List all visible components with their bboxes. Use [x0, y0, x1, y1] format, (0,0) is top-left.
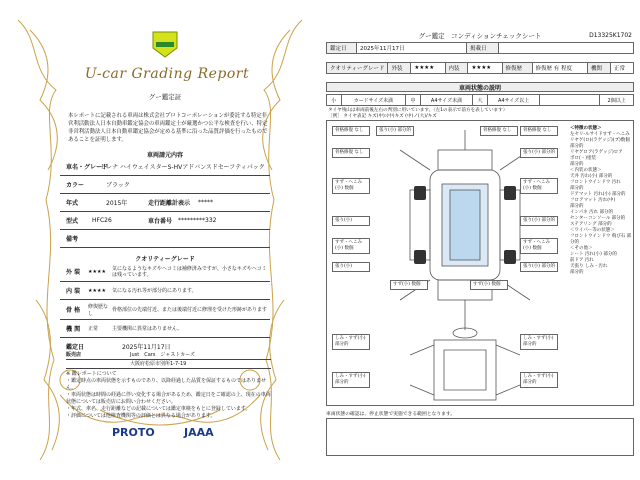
proto-logo: PROTO: [112, 426, 155, 439]
panel-note-box: 張り(小) 部分的: [520, 148, 558, 158]
row-value-2: *********332: [178, 217, 217, 224]
goo-kantei-logo: [150, 30, 180, 58]
panel-note-box: すず・へこみ(小) 数個: [332, 178, 370, 194]
dealer-row: [66, 352, 271, 360]
count-value: 2個以上: [600, 95, 634, 106]
rating-value: 正常: [88, 326, 99, 332]
rating-stars: ★★★★: [88, 268, 106, 275]
grade-table: [326, 62, 634, 74]
row-label: 年式: [66, 200, 79, 207]
footer-box: [326, 418, 634, 456]
legend-line: ［例］ タイヤ表記 キズ(中):(中)キズ (中)ノ(大)/キズ: [328, 114, 437, 119]
note-line: 部分的: [570, 162, 584, 167]
vehicle-row-year: [60, 194, 270, 212]
condition-check-sheet: [320, 0, 640, 480]
panel-note-box: すず・へこみ(小) 数個: [332, 238, 370, 254]
legend-line: タイヤ残山は車両前後左右の判別に用いています。（左1の表示で前方を表しています）: [328, 108, 508, 113]
panel-note-box: しみ・すず(小) 部分的: [520, 372, 558, 388]
row-label: カラー: [66, 182, 85, 189]
row-label: 型式: [66, 218, 79, 225]
notice-block: [66, 352, 271, 420]
grade-item-label: 外装: [388, 63, 411, 74]
row-note: 主要機関に異常はありません。: [112, 325, 183, 332]
panel-note-box: しみ・すず(小) 部分的: [332, 334, 370, 350]
note-line: フロントウインドウ 飛び石 部分的: [570, 234, 632, 245]
panel-note-box: すず・へこみ(小) 数個: [520, 238, 558, 254]
vehicle-row-remarks: [60, 230, 270, 248]
row-label-2: 走行距離計表示: [148, 200, 191, 207]
row-value: 2025年11月17日: [122, 343, 171, 351]
quality-section-heading: クオリティーグレード: [135, 256, 195, 263]
note-line: 前ドア 汚れ: [570, 258, 594, 263]
size-desc: A4サイズ未満: [420, 95, 473, 106]
note-line: ＜ワイパー等の状態＞: [570, 228, 615, 233]
panel-note-box: 張り(小) 部分的: [520, 216, 558, 226]
row-note: 気になる汚れ等が部分的にあります。: [112, 287, 197, 294]
grade-item-value: 修復歴 有 程度: [532, 63, 587, 74]
grade-item-label: 機関: [588, 63, 611, 74]
panel-note-box: しみ・すず(小) 部分的: [520, 334, 558, 350]
notice-title: ※ 鑑レポートについて: [66, 371, 117, 377]
row-note: 気になるようなキズやヘコミは補修済みですが、小さなキズやヘコミは残っています。: [112, 265, 267, 278]
vehicle-row-color: [60, 176, 270, 194]
panel-note-box: 張り(小) 部分的: [520, 262, 558, 272]
notice-item: ・年式、車名、走行距離などの記載については鑑定車検をもとに登録しています。: [66, 406, 251, 412]
row-label: 機 関: [66, 326, 81, 333]
address-row: 大阪府松原市別所1-7-19: [66, 361, 271, 369]
panel-note-box: すず(小) 数個: [470, 280, 508, 290]
intro-text: 本レポートに記載される車両は株式会社プロトコーポレーションが委託する特定非営利活動法人日本自動車鑑定協会の車両鑑定士が厳選かつ公平な検査を行い、特定非営利活動法人日本自動車鑑定協会が定める基準に沿った品質評価を行ったものであることを証明します。: [68, 113, 268, 143]
size-label: 大: [473, 95, 488, 106]
panel-note-box: すず(小) 数個: [390, 280, 428, 290]
note-line: ボロ(・)塗装: [570, 156, 597, 161]
panel-note-box: 骨格修復 なし: [332, 126, 370, 136]
row-label: 内 装: [66, 288, 81, 295]
note-line: リヤゲ(ロ)(ラゲッジ)(ブ)数個: [570, 138, 630, 143]
listing-label: 掲載日: [467, 43, 499, 54]
features-notes: [570, 126, 632, 274]
size-label: 中: [406, 95, 421, 106]
rating-value: 修復歴なし: [88, 303, 109, 317]
row-value: HFC26: [92, 217, 112, 224]
legend-text: [328, 108, 628, 120]
jaaa-logo: JAAA: [184, 426, 214, 439]
listing-value: [499, 43, 634, 54]
date-table: [326, 42, 634, 54]
vehicle-row-model: [60, 212, 270, 230]
notes-title: ＜特徴の状態＞: [570, 126, 602, 131]
date-label: 鑑定日: [327, 43, 357, 54]
note-line: インパネ 汚れ 部分的: [570, 210, 614, 215]
row-label: 鑑定日: [66, 343, 85, 351]
certificate-subtitle: グー鑑定証: [148, 93, 182, 101]
sheet-title: グー鑑定 コンディションチェックシート: [418, 32, 542, 40]
quality-row-exterior: [60, 262, 270, 282]
grade-item-label: 修復歴: [502, 63, 532, 74]
panel-note-box: 骨格修復 なし: [480, 126, 518, 136]
row-label: 骨 格: [66, 307, 81, 314]
row-label: 備考: [66, 236, 79, 243]
note-line: 左セリ-ルサイドすず・へこみ: [570, 132, 630, 137]
grade-item-value: ★★★★: [411, 63, 445, 74]
row-value: 2015年: [106, 200, 128, 207]
rating-stars: ★★★★: [88, 287, 106, 294]
grade-label: クオリティーグレード: [327, 63, 388, 74]
note-line: センターコンソール 部分的: [570, 216, 626, 221]
grade-item-value: 正常: [610, 63, 633, 74]
notice-item: ・評価については他検査機関等の評価とは異なる場合があります。: [66, 413, 216, 419]
row-value: Just Cars ジャストカーズ: [130, 352, 195, 358]
note-line: ＜内装の状態＞: [570, 168, 602, 173]
panel-note-box: 張り(小) 部分的: [376, 126, 414, 136]
panel-note-box: 張り(小): [332, 262, 370, 272]
note-line: フロアマット 汚れ(中): [570, 198, 616, 203]
size-label: 小: [327, 95, 342, 106]
document-id: D13325K1702: [589, 32, 632, 39]
date-value: 2025年11月17日: [357, 43, 467, 54]
note-line: 部分的: [570, 186, 584, 191]
grade-item-label: 内装: [445, 63, 468, 74]
row-note: 骨格部位の先端付近、または後端付近に修理を受けた形跡があります: [112, 306, 268, 313]
note-line: 天井 汚れ(小) 部分的: [570, 174, 613, 179]
size-desc: A4サイズ以上: [487, 95, 540, 106]
note-line: 部分的: [570, 144, 584, 149]
report-title: U-car Grading Report: [84, 66, 250, 82]
row-label: 外 装: [66, 269, 81, 276]
notice-item: ・鑑定時点の車両状態を示すものであり、以降経過した品質を保証するものではありません。: [66, 378, 267, 391]
vehicle-row-name: [60, 158, 270, 176]
row-label: 販売店: [66, 352, 82, 358]
notice-item: ・車両状態は時間の経過に伴い変化する場合があるため、鑑定日をご確認の上、現在の車両状態については販売店にお問い合わせください。: [66, 392, 271, 405]
quality-row-interior: [60, 282, 270, 300]
blank-cell: [540, 95, 600, 106]
size-legend-table: [326, 94, 634, 106]
note-line: ドアマット 汚れ(小) 部分的: [570, 192, 626, 197]
quality-row-engine: [60, 320, 270, 338]
row-label: 車名・グレード: [66, 164, 109, 171]
panel-note-box: しみ・すず(小) 部分的: [332, 372, 370, 388]
panel-note-box: すず・へこみ(小) 数個: [520, 178, 558, 194]
note-line: 部分的: [570, 204, 584, 209]
note-line: シート 汚れ(小) 部分的: [570, 252, 617, 257]
note-line: フロントウインドウ 汚れ: [570, 180, 621, 185]
note-line: 部分的: [570, 270, 584, 275]
notes-list: [570, 132, 632, 276]
inspection-date-row: [60, 340, 270, 352]
footer-note: 車両状態の確認は、停止状態で実施できる範囲となります。: [326, 412, 456, 417]
note-line: ＜その他＞: [570, 246, 593, 251]
panel-note-box: 張り(小): [332, 216, 370, 226]
row-value: ブラック: [106, 182, 130, 189]
row-label-2: 車台番号: [148, 218, 173, 225]
panel-note-box: 骨格修復 なし: [332, 148, 370, 158]
grade-item-value: ★★★★: [468, 63, 502, 74]
row-value-2: *****: [198, 199, 213, 206]
vehicle-section-heading: 車両請元内容: [146, 152, 183, 159]
row-value: セレナ ハイウェイスターS-HVアドバンスドセーフティパック: [100, 164, 265, 171]
panel-note-box: 骨格修復 なし: [520, 126, 558, 136]
size-desc: カードサイズ未満: [341, 95, 406, 106]
note-line: 天張り しみ・汚れ: [570, 264, 608, 269]
note-line: リヤゲロア(ラゲッジ)ロア: [570, 150, 623, 155]
explanation-heading: 車両状態の説明: [326, 82, 634, 92]
note-line: ステアリング 部分的: [570, 222, 612, 227]
quality-row-frame: [60, 300, 270, 320]
